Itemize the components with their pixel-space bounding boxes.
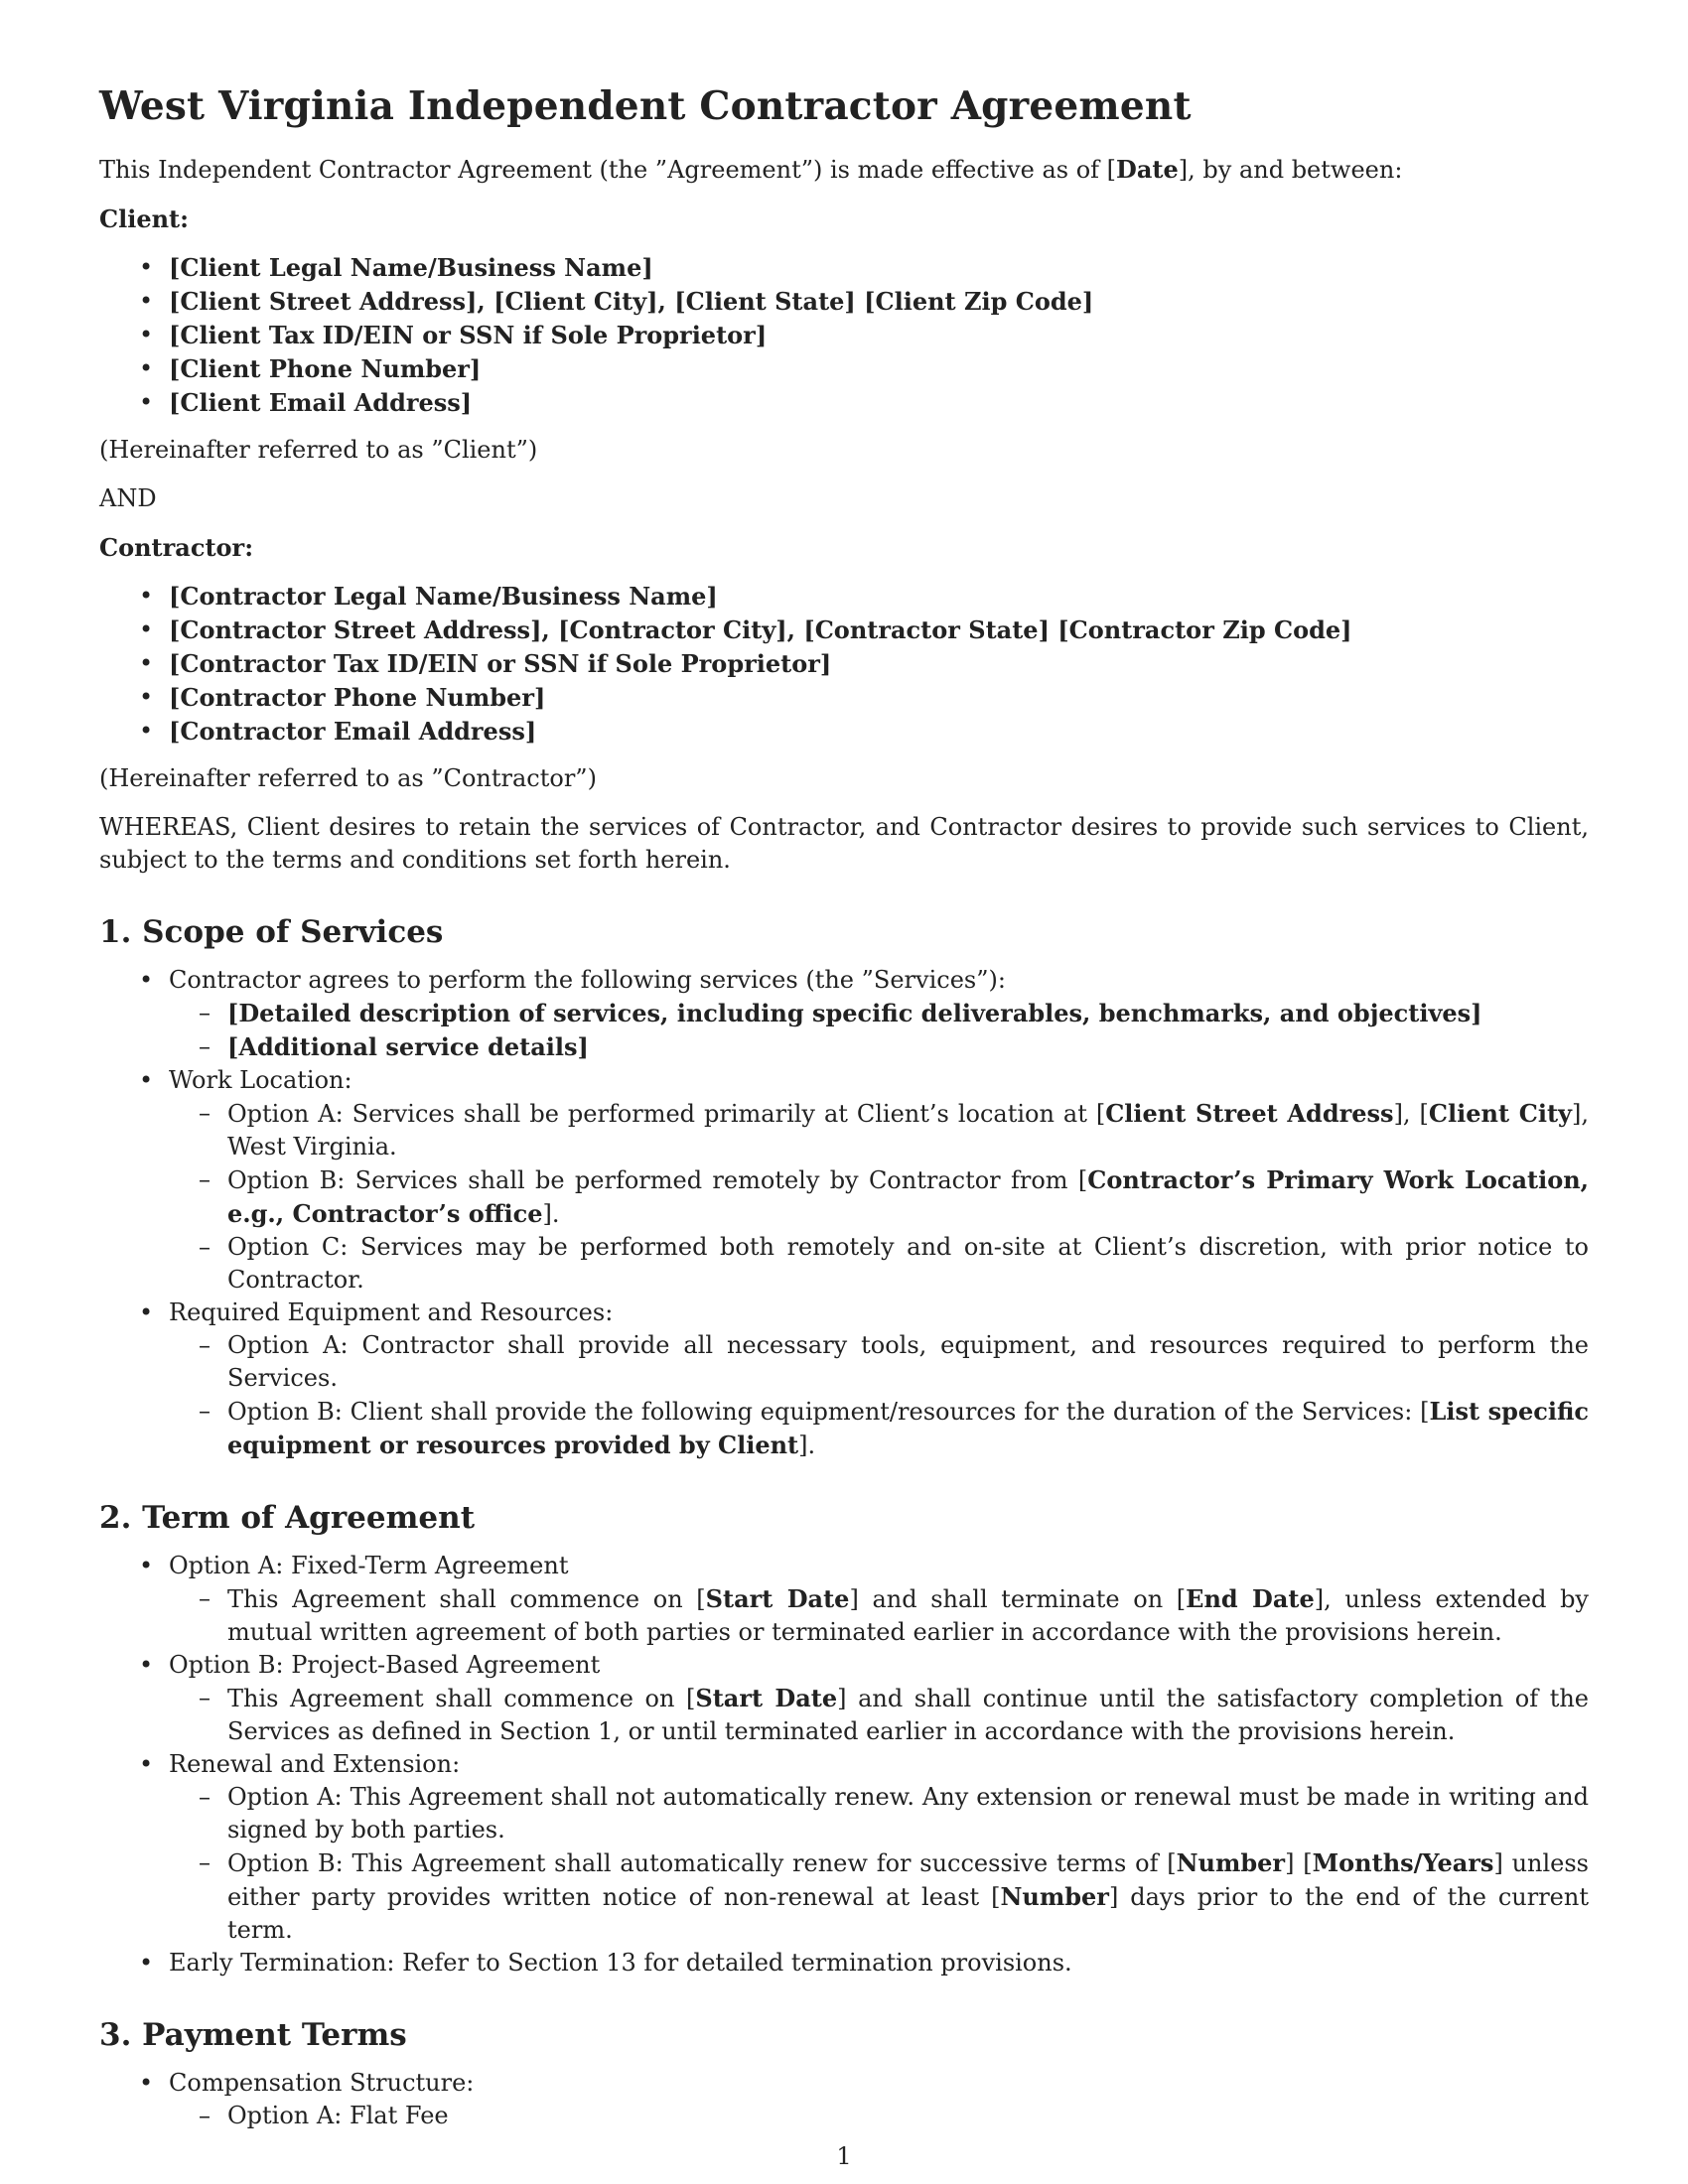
section-3-heading: 3. Payment Terms — [99, 2017, 407, 2053]
work-location-sublist — [169, 1097, 1589, 1297]
client-details-list — [99, 251, 1589, 420]
location-option-b: – Option B: Services shall be performed remotely by Contractor from [Contractor’s Primary Work Location, e.g., Contractor’s office]. — [169, 1163, 1589, 1231]
and-separator: AND — [99, 484, 157, 512]
location-option-a: – Option A: Services shall be performed primarily at Client’s location at [Client Street Address], [Client City], West Virginia. — [169, 1097, 1589, 1163]
services-item: • Contractor agrees to perform the following services (the ”Services”): – [Detailed description of services, including specific deliverables, benchmarks, and objectives] – [Additional service details] — [99, 964, 1589, 1064]
fixed-term-text: – This Agreement shall commence on [Start Date] and shall terminate on [End Date], unless extended by mutual written agreement of both parties or terminated earlier in accordance with the provisions herein. — [169, 1582, 1589, 1649]
client-item: • [Client Street Address], [Client City], [Client State] [Client Zip Code] — [99, 285, 1589, 319]
services-detail: – [Detailed description of services, including specific deliverables, benchmarks, and objectives] — [169, 997, 1589, 1030]
contractor-item: • [Contractor Email Address] — [99, 715, 1589, 749]
contractor-item: • [Contractor Tax ID/EIN or SSN if Sole Proprietor] — [99, 647, 1589, 681]
equipment-sublist — [169, 1329, 1589, 1462]
client-item: • [Client Tax ID/EIN or SSN if Sole Proprietor] — [99, 319, 1589, 352]
work-location-item: • Work Location: – Option A: Services shall be performed primarily at Client’s location at [Client Street Address], [Client City], West Virginia. – Option B: Services shall be performed remotely by Contractor from [Contractor’s Primary Work Location, e.g., Contractor’s office]. – Option C: Services may be performed both remotely and on-site at Client’s discretion, with prior notice to Contractor. — [99, 1064, 1589, 1297]
client-label: Client: — [99, 205, 189, 233]
renewal-option-b: – Option B: This Agreement shall automatically renew for successive terms of [Number] [Months/Years] unless either party provides written notice of non-renewal at least [Number] days prior to the end of the current term. — [169, 1846, 1589, 1947]
client-item: • [Client Legal Name/Business Name] — [99, 251, 1589, 285]
contractor-details-list — [99, 580, 1589, 749]
equipment-option-b: – Option B: Client shall provide the following equipment/resources for the duration of the Services: [List specific equipment or resources provided by Client]. — [169, 1395, 1589, 1462]
renewal-item: • Renewal and Extension: – Option A: This Agreement shall not automatically renew. Any extension or renewal must be made in writing and signed by both parties. – Option B: This Agreement shall automatically renew for successive terms of [Number] [Months/Years] unless either party provides written notice of non-renewal at least [Number] days prior to the end of the current term. — [99, 1748, 1589, 1947]
client-item: • [Client Email Address] — [99, 386, 1589, 420]
client-reference: (Hereinafter referred to as ”Client”) — [99, 436, 538, 464]
services-sublist — [169, 997, 1589, 1064]
intro-paragraph — [99, 153, 1589, 187]
location-option-c: – Option C: Services may be performed both remotely and on-site at Client’s discretion, with prior notice to Contractor. — [169, 1231, 1589, 1297]
fixed-term-item: • Option A: Fixed-Term Agreement – This Agreement shall commence on [Start Date] and shall terminate on [End Date], unless extended by mutual written agreement of both parties or terminated earlier in accordance with the provisions herein. — [99, 1550, 1589, 1649]
equipment-option-a: – Option A: Contractor shall provide all necessary tools, equipment, and resources required to perform the Services. — [169, 1329, 1589, 1395]
renewal-option-a: – Option A: This Agreement shall not automatically renew. Any extension or renewal must be made in writing and signed by both parties. — [169, 1781, 1589, 1846]
project-based-text: – This Agreement shall commence on [Start Date] and shall continue until the satisfactory completion of the Services as defined in Section 1, or until terminated earlier in accordance with the provisions herein. — [169, 1682, 1589, 1748]
contractor-label: Contractor: — [99, 533, 254, 562]
page-number: 1 — [836, 2142, 852, 2170]
document-title: West Virginia Independent Contractor Agreement — [99, 83, 1192, 129]
whereas-paragraph: WHEREAS, Client desires to retain the services of Contractor, and Contractor desires to provide such services to Client, subject to the terms and conditions set forth herein. — [99, 813, 1589, 874]
flat-fee-option: – Option A: Flat Fee — [169, 2100, 1589, 2132]
intro-text: This Independent Contractor Agreement (the ”Agreement”) is made effective as of [ — [99, 156, 1117, 184]
contractor-item: • [Contractor Legal Name/Business Name] — [99, 580, 1589, 614]
contractor-reference: (Hereinafter referred to as ”Contractor”) — [99, 764, 597, 792]
intro-text-end: ], by and between: — [1178, 156, 1403, 184]
client-item: • [Client Phone Number] — [99, 352, 1589, 386]
early-termination-item: • Early Termination: Refer to Section 13 for detailed termination provisions. — [99, 1947, 1589, 1979]
contractor-item: • [Contractor Phone Number] — [99, 681, 1589, 715]
compensation-item: • Compensation Structure: – Option A: Flat Fee — [99, 2067, 1589, 2132]
date-placeholder: Date — [1116, 155, 1179, 184]
section-3-list — [99, 2067, 1589, 2132]
section-2-heading: 2. Term of Agreement — [99, 1500, 476, 1536]
section-2-list — [99, 1550, 1589, 1979]
section-1-heading: 1. Scope of Services — [99, 914, 444, 950]
project-based-item: • Option B: Project-Based Agreement – This Agreement shall commence on [Start Date] and shall continue until the satisfactory completion of the Services as defined in Section 1, or until terminated earlier in accordance with the provisions herein. — [99, 1649, 1589, 1748]
section-1-list — [99, 964, 1589, 1462]
contractor-item: • [Contractor Street Address], [Contractor City], [Contractor State] [Contractor Zip Code] — [99, 614, 1589, 647]
services-detail: – [Additional service details] — [169, 1030, 1589, 1064]
equipment-item: • Required Equipment and Resources: – Option A: Contractor shall provide all necessary tools, equipment, and resources required to perform the Services. – Option B: Client shall provide the following equipment/resources for the duration of the Services: [List specific equipment or resources provided by Client]. — [99, 1297, 1589, 1462]
